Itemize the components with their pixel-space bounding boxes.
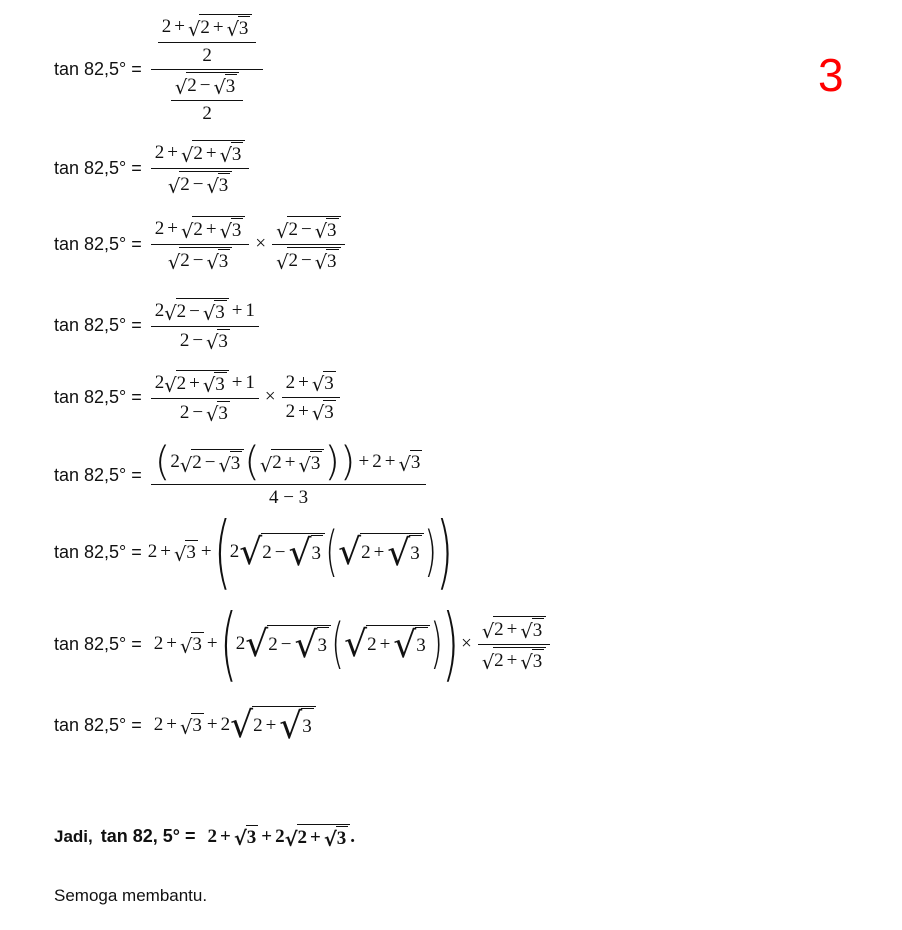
fraction: √ 2 − √ 3 √ 2 − √ 3 bbox=[272, 216, 344, 273]
equation-step-3: tan 82,5° = 2 + √ 2 + √ 3 √ 2 − √ 3 × √ 2 − √ 3 √ 2 − √ 3 bbox=[54, 216, 348, 273]
page-number: 3 bbox=[818, 49, 844, 101]
radical: √ 2 − √ 3 bbox=[175, 72, 239, 98]
equation-step-9: tan 82,5° = 2 + √ 3 + 2 √ 2 + √ 3 bbox=[54, 706, 316, 744]
inner-fraction-top: 2 + √ 2 + √ 3 2 bbox=[158, 14, 257, 67]
conclusion-lhs: tan 82, 5° = bbox=[100, 826, 196, 847]
times-sign: × bbox=[461, 633, 472, 654]
equation-step-2: tan 82,5° = 2 + √ 2 + √ 3 √ 2 − √ 3 bbox=[54, 140, 252, 197]
lhs-label: tan 82,5° = bbox=[54, 58, 142, 79]
times-sign: × bbox=[255, 233, 267, 255]
equation-step-4: tan 82,5° = 2 √ 2 − √ 3 + 1 2 − √ 3 bbox=[54, 298, 262, 353]
fraction: √ 2 + √ 3 √ 2 + √ 3 bbox=[478, 616, 550, 673]
complex-fraction bbox=[151, 14, 264, 125]
fraction: 2 √ 2 − √ 3 + 1 2 − √ 3 bbox=[151, 298, 259, 353]
equation-step-7: tan 82,5° = 2 + √ 3 + ( 2 √ 2 − √ 3 ( √ 2 + √ 3 ) ) bbox=[54, 505, 454, 598]
conclusion: Jadi, tan 82, 5° = 2 + √ 3 + 2 √ 2 + √ 3 . bbox=[54, 825, 355, 852]
fraction: 2 + √ 2 + √ 3 √ 2 − √ 3 bbox=[151, 216, 250, 273]
closing-text: Semoga membantu. bbox=[54, 886, 208, 905]
fraction: 2 + √ 3 2 + √ 3 bbox=[282, 371, 340, 424]
conclusion-jadi: Jadi, bbox=[54, 826, 93, 846]
fraction: 2 + √ 2 + √ 3 √ 2 − √ 3 bbox=[151, 140, 250, 197]
equation-step-1 bbox=[54, 14, 266, 125]
times-sign: × bbox=[264, 386, 276, 408]
fraction: 2 √ 2 + √ 3 + 1 2 − √ 3 bbox=[151, 370, 259, 425]
inner-fraction-bottom: √ 2 − √ 3 2 bbox=[171, 72, 243, 125]
equation-step-5: tan 82,5° = 2 √ 2 + √ 3 + 1 2 − √ 3 × 2 + √ 3 2 + √ 3 bbox=[54, 370, 343, 425]
radical: √ 2 + √ 3 bbox=[188, 14, 252, 40]
equation-step-6: tan 82,5° = ( 2 √ 2 − √ 3 ( √ 2 + √ 3 ) ) + 2 + √ 3 4 − 3 bbox=[54, 442, 429, 509]
fraction: ( 2 √ 2 − √ 3 ( √ 2 + √ 3 ) ) + 2 + √ 3 4 − 3 bbox=[151, 442, 427, 509]
equation-step-8: tan 82,5° = 2 + √ 3 + ( 2 √ 2 − √ 3 ( √ 2 + √ 3 ) ) × √ 2 + √ 3 √ 2 + √ 3 bbox=[54, 604, 553, 684]
